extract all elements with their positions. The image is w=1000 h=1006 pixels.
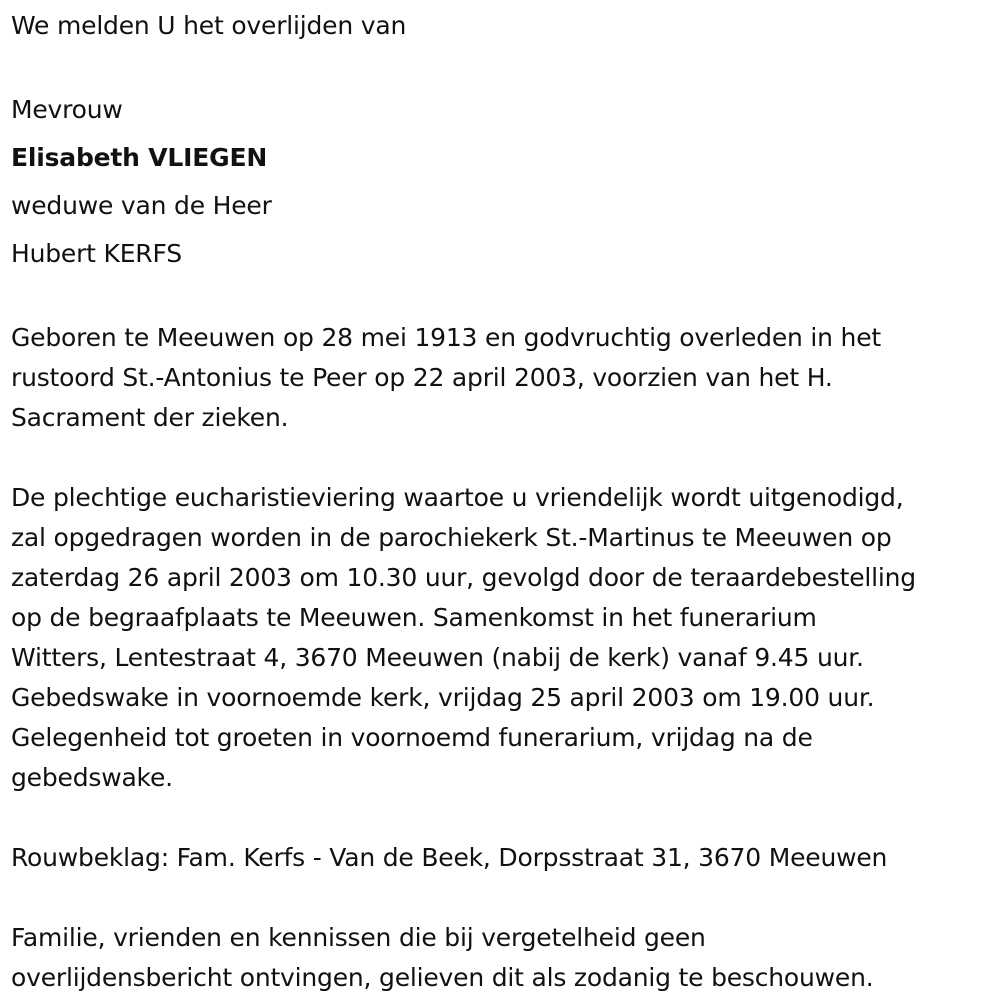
deceased-name: Elisabeth VLIEGEN bbox=[11, 143, 268, 172]
spacer bbox=[11, 798, 996, 838]
birth-death-line: Sacrament der zieken. bbox=[11, 403, 289, 432]
ceremony-line: Witters, Lentestraat 4, 3670 Meeuwen (nabij de kerk) vanaf 9.45 uur. bbox=[11, 643, 864, 672]
condolences-text: Rouwbeklag: Fam. Kerfs - Van de Beek, Dorpsstraat 31, 3670 Meeuwen bbox=[11, 843, 888, 872]
ceremony-line: gebedswake. bbox=[11, 763, 173, 792]
spacer bbox=[11, 878, 996, 918]
ceremony-line: Gelegenheid tot groeten in voornoemd funerarium, vrijdag na de bbox=[11, 723, 813, 752]
birth-death-line: rustoord St.-Antonius te Peer op 22 april 2003, voorzien van het H. bbox=[11, 363, 833, 392]
closing-line: overlijdensbericht ontvingen, gelieven dit als zodanig te beschouwen. bbox=[11, 963, 874, 992]
obituary-notice bbox=[11, 6, 996, 998]
ceremony-line: zal opgedragen worden in de parochiekerk St.-Martinus te Meeuwen op bbox=[11, 523, 892, 552]
spacer bbox=[11, 278, 996, 318]
intro-text: We melden U het overlijden van bbox=[11, 11, 407, 40]
spouse-name: Hubert KERFS bbox=[11, 239, 182, 268]
salutation: Mevrouw bbox=[11, 95, 123, 124]
spacer bbox=[11, 438, 996, 478]
ceremony-line: op de begraafplaats te Meeuwen. Samenkomst in het funerarium bbox=[11, 603, 817, 632]
closing-line: Familie, vrienden en kennissen die bij vergetelheid geen bbox=[11, 923, 706, 952]
ceremony-line: Gebedswake in voornoemde kerk, vrijdag 25 april 2003 om 19.00 uur. bbox=[11, 683, 875, 712]
ceremony-line: zaterdag 26 april 2003 om 10.30 uur, gevolgd door de teraardebestelling bbox=[11, 563, 916, 592]
birth-death-line: Geboren te Meeuwen op 28 mei 1913 en godvruchtig overleden in het bbox=[11, 323, 881, 352]
spacer bbox=[11, 46, 996, 86]
widow-of-text: weduwe van de Heer bbox=[11, 191, 272, 220]
ceremony-line: De plechtige eucharistieviering waartoe u vriendelijk wordt uitgenodigd, bbox=[11, 483, 904, 512]
